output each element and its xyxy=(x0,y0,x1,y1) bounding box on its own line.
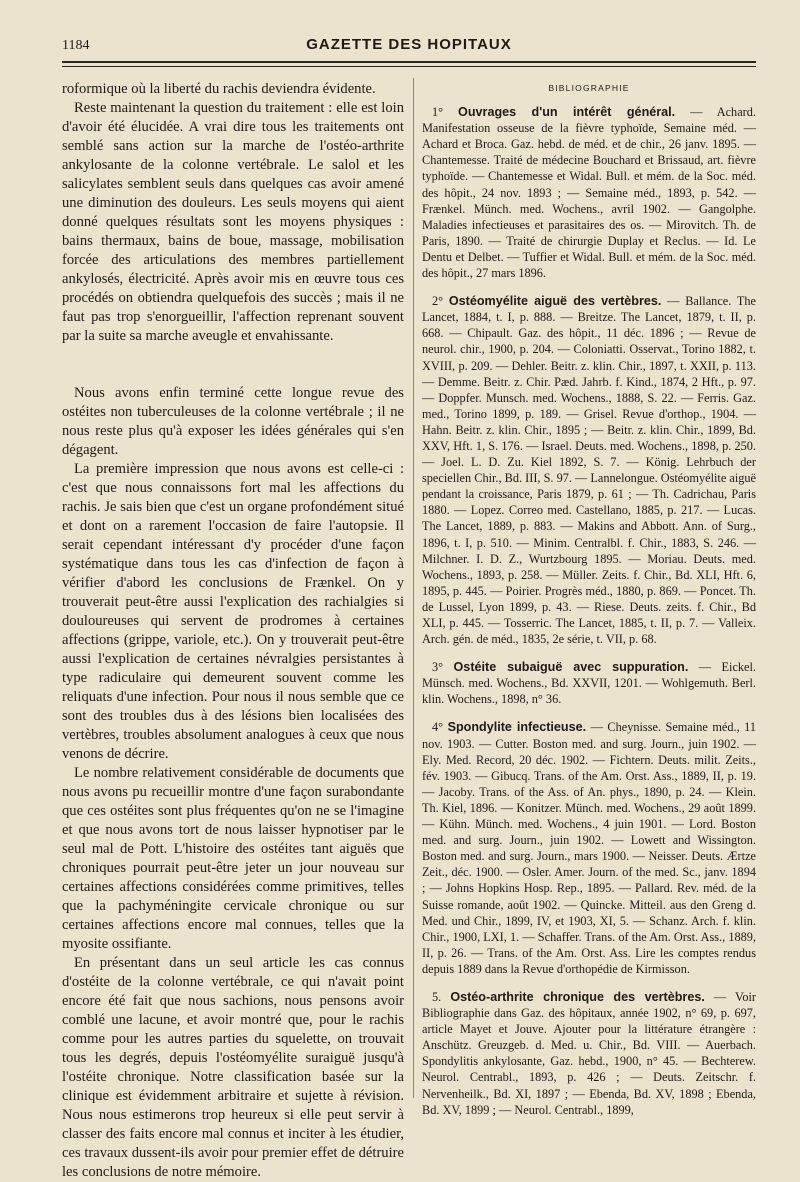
entry-number: 2° xyxy=(432,294,444,309)
entry-heading: Ostéite subaiguë avec suppuration. xyxy=(453,660,689,675)
header-rule-thin xyxy=(62,66,756,67)
bibliography-entry xyxy=(422,989,756,1118)
bibliography-entry xyxy=(422,293,756,647)
paragraph-gap xyxy=(62,346,404,384)
page-number: 1184 xyxy=(62,38,90,53)
entry-number: 1° xyxy=(432,105,444,120)
paragraph: roformique où la liberté du rachis deviendra évidente. xyxy=(62,81,376,97)
right-column xyxy=(422,80,756,1130)
bibliography-entry xyxy=(422,659,756,707)
paragraph: Reste maintenant la question du traitement : elle est loin d'avoir été élucidée. A vrai dire tous les traitements ont semblé sans action sur la marche de l'ostéo-arthrite ankylosante de la colonne vertébrale. Le salol et les salicylates semblent seuls dans quelques cas avoir amené une diminution des douleurs. Les seuls moyens qui aient donné quelques résultats sont les moyens physiques : bains thermaux, bains de boue, massage, mobilisation forcée des articulations des membres partiellement ankylosés, électricité. Après avoir mis en œuvre tous ces procédés on obtiendra quelquefois des succès ; mais il ne faut pas trop s'enorgueillir, l'affection reprenant souvent par la suite sa marche aveugle et envahissante. xyxy=(62,100,404,344)
entry-heading: Spondylite infectieuse. xyxy=(447,720,587,735)
bibliography-entry xyxy=(422,719,756,977)
entry-number: 3° xyxy=(432,660,444,675)
paragraph: En présentant dans un seul article les cas connus d'ostéite de la colonne vertébrale, ce qui n'avait point encore été fait que nous sachions, nous pensons avoir comblé une lacune, et avoir montré que, pour le rachis comme pour les autres parties du squelette, on trouvait tous les degrés, depuis l'ostéomyélite suraiguë jusqu'à l'ostéite chronique. Notre classification basée sur la clinique est évidemment arbitraire et sujette à révision. Nous nous estimerons trop heureux si elle peut servir à classer des faits encore mal connus et inciter à les étudier, ces travaux dussent-ils avoir pour premier effet de détruire les conclusions de notre mémoire. xyxy=(62,955,404,1180)
running-title: GAZETTE DES HOPITAUX xyxy=(306,36,512,53)
entry-heading: Ostéo-arthrite chronique des vertèbres. xyxy=(450,989,705,1004)
entry-text: — Voir Bibliographie dans Gaz. des hôpitaux, année 1902, n° 69, p. 697, article Mayet et Jouve. Ajouter pour la littérature étrangère : Anschütz. Greuzgeb. d. Med. u. Chir., Bd. VIII. — Auerbach. Spondylitis ankylosante, Gaz. hebd., 1900, n° 45. — Bechterew. Neurol. Centrabl., 1893, p. 426 ; — Deuts. Zeitschr. f. Nervenheilk., Bd. XI, 1897 ; — Ebenda, Bd. XV, 1898 ; Ebenda, Bd. XV, 1899 ; — Neurol. Centrabl., 1899, xyxy=(422,989,757,1117)
paragraph: Le nombre relativement considérable de documents que nous avons pu recueillir montre d'une façon surabondante que ces ostéites sont plus fréquentes qu'on ne se l'imagine et que nous avons tort de nous laisser hypnotiser par le seul mal de Pott. L'histoire des ostéites tant aiguës que chroniques pourrait peut-être jeter un jour nouveau sur certaines affections considérées comme primitives, telles que la pachyméningite cervicale chronique ou sur certaines affections encore mal connues, telles que la myosite ossifiante. xyxy=(62,765,404,952)
entry-text: — Ballance. The Lancet, 1884, t. I, p. 888. — Breitze. The Lancet, 1879, t. II, p. 668. — Chipault. Gaz. des hôpit., 11 déc. 1896 ; — Revue de neurol. chir., 1900, p. 204. — Coloniatti. Osservat., Torino 1882, t. XVIII, p. 209. — Dehler. Beitr. z. klin. Chir., 1897, t. XXII, p. 113. — Demme. Beitr. z. Chir. Pæd. Jahrb. f. Kind., 1874, 2 Hft., p. 97. — Doppfer. Munsch. med. Wochens., 1888, S. 22. — Ferris. Gaz. med., Torino 1899, p. 189. — Grisel. Revue d'orthop., 1904. — Hahn. Beitr. z. klin. Chir., 1895 ; — Beitr. z. klin. Chir., 1899, Bd. XXV, Hft. 1, S. 176. — Israel. Deuts. med. Wochens., 1898, p. 250. — Joel. L. D. Zu. Kiel 1892, S. 7. — König. Lehrbuch der speciellen Chir., Bd. III, S. 97. — Lannelongue. Ostéomyélite aiguë pendant la croissance, Paris 1879, p. 61 ; — Th. Cadrichau, Paris 1880. — Lopez. Correo med. Castellano, 1885, p. 217. — Lucas. The Lancet, 1889, p. 883. — Makins and Abbott. Ann. of Surg., 1896, t. I, p. 510. — Minim. Centralbl. f. Chir., 1883, S. 246. — Milchner. I. D. Z., Wurtzbourg 1895. — Moriau. Deuts. med. Wochens., 1893, p. 258. — Müller. Zeits. f. Chir., Bd. XLI, Hft. 6, 1895, p. 445. — Poirier. Progrès méd., 1880, p. 869. — Poncet. Th. de Lussel, Lyon 1899, p. 43. — Riese. Deuts. zeits. f. Chir., Bd XLI, p. 445. — Tosserric. The Lancet, 1885, t. II, p. 7. — Valleix. Arch. gén. de méd., 1835, 2e série, t. VII, p. 68. xyxy=(422,294,756,647)
entry-text: — Eickel. Münsch. med. Wochens., Bd. XXVII, 1201. — Wohlgemuth. Berl. klin. Wochens., 1898, n° 36. xyxy=(422,660,756,707)
entry-text: — Achard. Manifestation osseuse de la fièvre typhoïde, Semaine méd. — Achard et Broca. Gaz. hebd. de méd. et de chir., 26 janv. 1895. — Chantemesse. Traité de médecine Bouchard et Brissaud, art. fièvre typhoïde. — Chantemesse et Widal. Bull. et mém. de la Soc. méd. des hôpit., 24 nov. 1893 ; — Semaine méd., 1893, p. 542. — Frænkel. Münch. med. Wochens., avril 1902. — Gangolphe. Maladies infectieuses et parasitaires des os. — Mirovitch. Th. de Paris, 1890. — Traité de chirurgie Duplay et Reclus. — Id. Le Dentu et Delbet. — Tuffier et Widal. Bull. et mém. de la Soc. méd. des hôpit., 27 mars 1896. xyxy=(422,105,756,281)
paragraph: La première impression que nous avons est celle-ci : c'est que nous connaissons fort mal les affections du rachis. Je sais bien que c'est un organe profondément situé et dont on a rarement l'occasion de faire l'autopsie. Il serait cependant intéressant d'y procéder d'une façon systématique dans tous les cas d'infection de façon à vérifier d'abord les conclusions de Frænkel. On y trouverait peut-être aussi l'explication des rachialgies si douloureuses qui servent de prodromes à certaines affections (grippe, variole, etc.). On y trouverait peut-être aussi l'explication de certaines névralgies persistantes à type radiculaire qui demeurent souvent comme les reliquats d'une infection. Pour nous il nous semble que ce sont des troubles dus à des lésions bien localisées des vertèbres, troubles absolument analogues à ceux que nous venons de décrire. xyxy=(62,461,404,762)
entry-heading: Ostéomyélite aiguë des vertèbres. xyxy=(448,294,662,309)
entry-number: 4° xyxy=(432,720,444,735)
bibliography-entry xyxy=(422,104,756,281)
entry-number: 5. xyxy=(432,989,442,1004)
header-rule-thick xyxy=(62,61,756,63)
section-title: BIBLIOGRAPHIE xyxy=(548,83,630,93)
paragraph: Nous avons enfin terminé cette longue revue des ostéites non tuberculeuses de la colonne vertébrale ; il ne nous reste plus qu'à exposer les idées générales qui s'en dégagent. xyxy=(62,385,404,458)
page-header xyxy=(62,36,756,62)
column-divider xyxy=(413,78,414,1098)
entry-heading: Ouvrages d'un intérêt général. xyxy=(458,105,676,120)
left-column xyxy=(62,80,404,1182)
entry-text: — Cheynisse. Semaine méd., 11 nov. 1903. — Cutter. Boston med. and surg. Journ., juin 1902. — Ely. Med. Record, 20 déc. 1902. — Fichtern. Deuts. milit. Zeits., fév. 1903. — Gibucq. Trans. of the Am. Orst. Ass., 1889, II, p. 19. — Jacoby. Trans. of the Ass. of An. phys., 1890, p. 24. — Klein. Th. Kiel, 1896. — Konitzer. Münch. med. Wochens., 29 août 1899. — Kühn. Münch. med. Wochens., 4 juin 1901. — Lord. Boston med. and surg. Journ., juin 1902. — Lowett and Wissington. Boston med. and surg. Journ., mars 1900. — Neisser. Deuts. Ærtze Zeit., déc. 1900. — Osler. Amer. Journ. of the med. Sc., janv. 1894 ; — Johns Hopkins Hosp. Rep., 1895. — Pallard. Rev. méd. de la Suisse romande, août 1902. — Quincke. Mitteil. aus den Greng d. Med. und Chir., 1899, IV, et 1903, XI, 5. — Schanz. Arch. f. klin. Chir., 1900, LXI, 1. — Schaffer. Trans. of the Am. Orst. Ass., 1889, II, p. 26. — Trans. of the Am. Orst. Ass. Lire les comptes rendus depuis 1889 dans la Revue d'orthopédie de Kirmisson. xyxy=(422,720,756,976)
